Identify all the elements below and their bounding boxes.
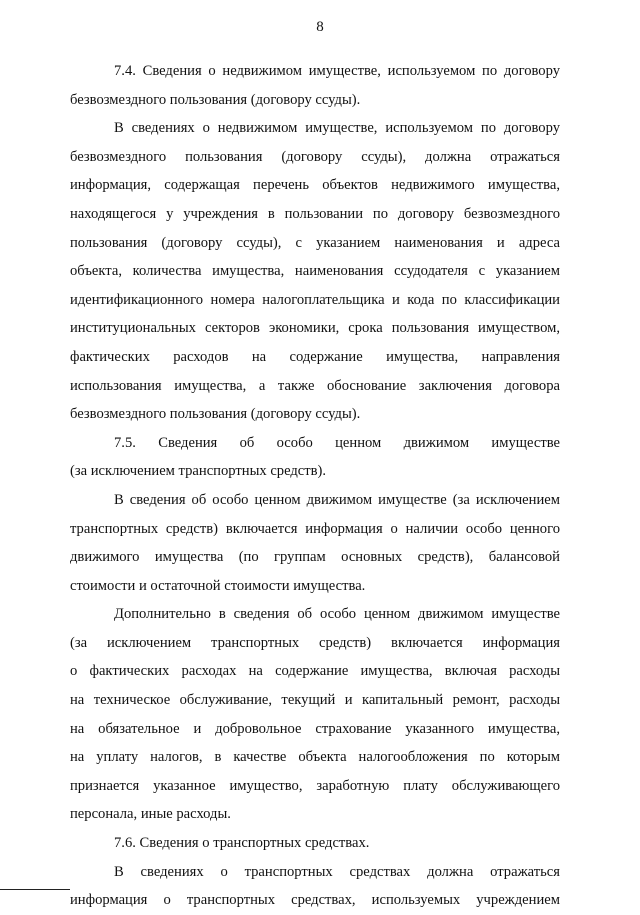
text-line: движимого имущества (по группам основных средств), балансовой [70,549,560,566]
text-line: институциональных секторов экономики, срока пользования имуществом, [70,320,560,337]
text-line: стоимости и остаточной стоимости имущества. [70,577,366,594]
text-line: находящегося у учреждения в пользовании по договору безвозмездного [70,205,560,222]
text-line: В сведениях о недвижимом имуществе, используемом по договору [114,120,560,137]
text-line: безвозмездного пользования (договору ссуды), должна отражаться [70,148,560,165]
page-number: 8 [316,19,324,35]
text-line: В сведениях о транспортных средствах должна отражаться [114,863,560,880]
footnote-divider [0,889,70,890]
text-line: безвозмездного пользования (договору ссуды). [70,406,361,423]
text-line: фактических расходов на содержание имущества, направления [70,348,560,365]
text-line: персонала, иные расходы. [70,806,231,823]
text-line: 7.4. Сведения о недвижимом имуществе, используемом по договору [114,63,560,79]
text-line: признается указанное имущество, заработную плату обслуживающего [70,777,560,794]
text-line: транспортных средств) включается информация о наличии особо ценного [70,520,560,537]
text-line: на обязательное и добровольное страхование указанного имущества, [70,720,560,737]
text-line: безвозмездного пользования (договору ссуды). [70,91,361,108]
text-line: на уплату налогов, в качестве объекта налогообложения по которым [70,749,560,766]
text-line: на техническое обслуживание, текущий и капитальный ремонт, расходы [70,692,560,709]
document-body [70,57,560,915]
text-line: Дополнительно в сведения об особо ценном движимом имуществе [114,606,560,623]
text-line: 7.5. Сведения об особо ценном движимом имуществе [114,434,560,451]
text-line: 7.6. Сведения о транспортных средствах. [114,835,370,852]
text-line: идентификационного номера налогоплательщика и кода по классификации [70,291,560,308]
text-line: пользования (договору ссуды), с указанием наименования и адреса [70,234,560,251]
text-line: В сведения об особо ценном движимом имуществе (за исключением [114,491,560,508]
text-line: о фактических расходах на содержание имущества, включая расходы [70,663,560,680]
text-line: информация, содержащая перечень объектов недвижимого имущества, [70,177,560,194]
text-line: объекта, количества имущества, наименования ссудодателя с указанием [70,263,560,280]
text-line: (за исключением транспортных средств). [70,463,327,480]
text-line: информация о транспортных средствах, используемых учреждением [70,892,560,909]
text-line: (за исключением транспортных средств) включается информация [70,634,560,651]
text-line: использования имущества, а также обоснование заключения договора [70,377,560,394]
